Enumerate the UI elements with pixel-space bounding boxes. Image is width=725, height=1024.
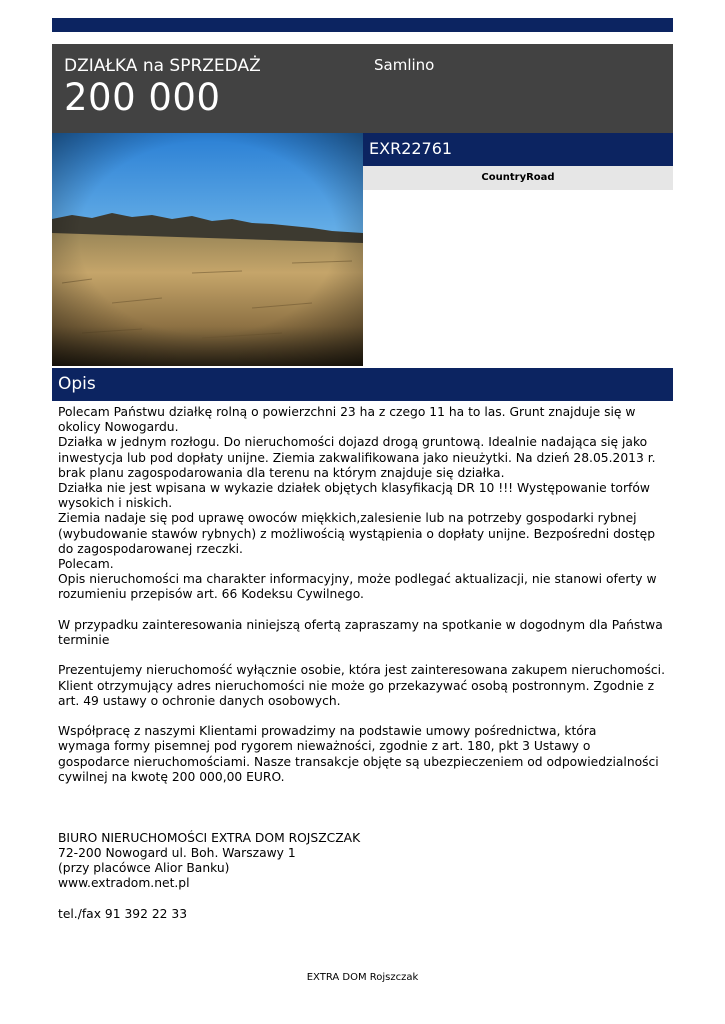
agency-name: CountryRoad — [481, 172, 555, 183]
description-paragraph: Prezentujemy nieruchomość wyłącznie osobie, która jest zainteresowana zakupem nieruchomości. Klient otrzymujący adres nieruchomości nie może go przekazywać osobą postronnym. Zgodnie z art. 49 ustawy o ochronie danych osobowych. — [58, 663, 665, 708]
description-body — [58, 405, 668, 922]
agency-bar — [363, 166, 673, 190]
offer-type-label: DZIAŁKA na SPRZEDAŻ — [64, 56, 261, 76]
reference-bar — [363, 133, 673, 166]
listing-header — [52, 44, 673, 133]
contact-block: BIURO NIERUCHOMOŚCI EXTRA DOM ROJSZCZAK 72-200 Nowogard ul. Boh. Warszawy 1 (przy placówce Alior Banku) www.extradom.net.pl — [58, 830, 361, 891]
section-title: Opis — [58, 374, 96, 394]
description-paragraph: Współpracę z naszymi Klientami prowadzimy na podstawie umowy pośrednictwa, która wymaga formy pisemnej pod rygorem nieważności, zgodnie z art. 180, pkt 3 Ustawy o gospodarce nieruchomościami. Nasze transakcje objęte są ubezpieczeniem od odpowiedzialności cywilnej na kwotę 200 000,00 EURO. — [58, 724, 659, 784]
description-section-header — [52, 368, 673, 401]
location-label: Samlino — [374, 56, 435, 74]
description-paragraph: W przypadku zainteresowania niniejszą ofertą zapraszamy na spotkanie w dogodnym dla Państwa terminie — [58, 617, 663, 648]
description-paragraph: Polecam Państwu działkę rolną o powierzchni 23 ha z czego 11 ha to las. Grunt znajduje się w okolicy Nowogardu. Działka w jednym rozłogu. Do nieruchomości dojazd drogą gruntową. Idealnie nadająca się jako inwestycja lub pod dopłaty unijne. Ziemia zakwalifikowana jako nieużytki. Na dzień 28.05.2013 r. brak planu zagospodarowania dla terenu na którym znajduje się działka. Działka nie jest wpisana w wykazie działek objętych klasyfikacją DR 10 !!! Występowanie torfów wysokich i niskich. Ziemia nadaje się pod uprawę owoców miękkich,zalesienie lub na potrzeby gospodarki rybnej (wybudowanie stawów rybnych) z możliwością wystąpienia o dopłaty unijne. Bezpośredni dostęp do zagospodarowanej rzeczki. Polecam. Opis nieruchomości ma charakter informacyjny, może podlegać aktualizacji, nie stanowi oferty w rozumieniu przepisów art. 66 Kodeksu Cywilnego. — [58, 405, 657, 602]
price: 200 000 — [64, 76, 221, 119]
phone-number: tel./fax 91 392 22 33 — [58, 906, 188, 921]
reference-number: EXR22761 — [369, 139, 453, 158]
footer-text: EXTRA DOM Rojszczak — [306, 972, 419, 983]
top-accent-bar — [52, 18, 673, 32]
property-photo — [52, 133, 363, 366]
